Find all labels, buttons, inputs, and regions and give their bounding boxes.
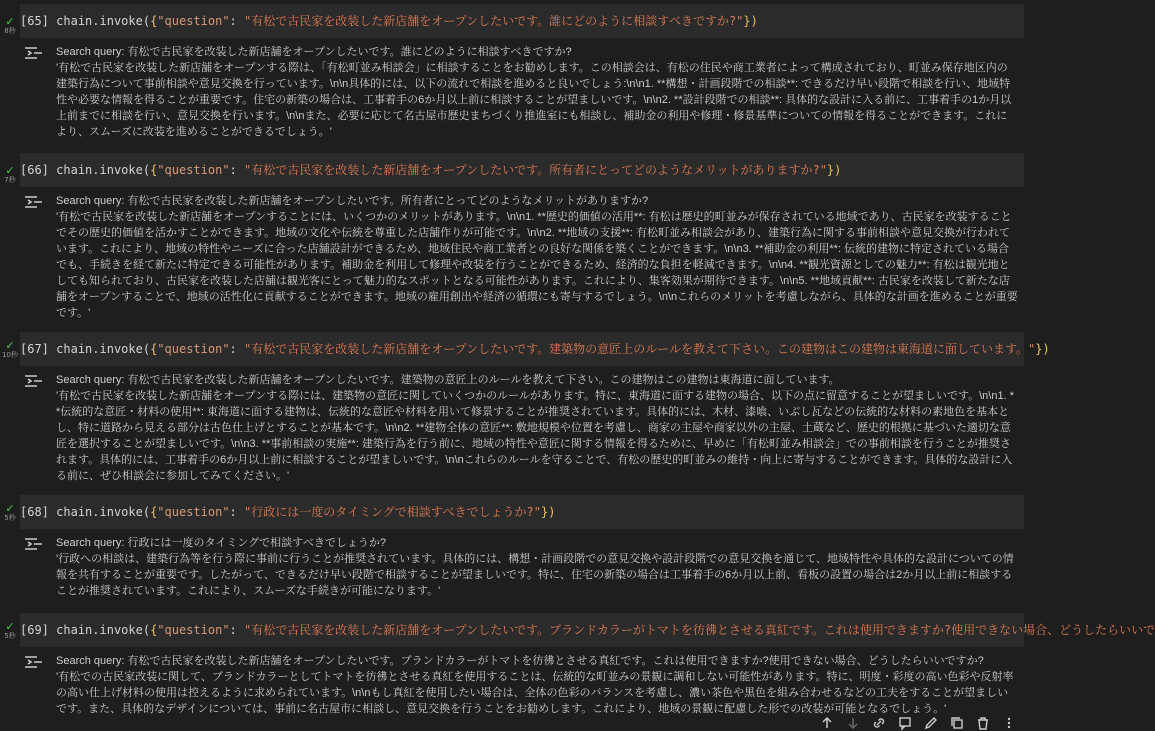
code-key: "question" <box>157 163 230 177</box>
output-toggle-icon[interactable] <box>24 655 44 669</box>
answer-text: '有松で古民家を改装した新店舗をオープンする際には、建築物の意匠に関していくつかのルールがあります。特に、東海道に面する建物の場合、以下の点に留意することが望ましいです。\n\n1. **伝統的な意匠・材料の使用**: 東海道に面する建物は、伝統的な意匠や材料を用いて修景することが推奨されています。具体的には、木材、漆喰、いぶし瓦などの伝統的な材料の素地色を基本とし、特に道路から見える部分は古色仕上げとすることが基本です。\n\n2. **建物全体の意匠**: 敷地規模や位置を考慮し、商家の主屋や商家以外の主屋、土蔵など、歴史的根拠に基づいた適切な意匠を選択することが望ましいです。\n\n3. **事前相談の実施**: 建築行為を行う前に、地域の特性や意匠に関する情報を得るために、早めに「有松町並み相談会」での事前相談を行うことが推奨されます。具体的には、工事着手の6か月以上前に相談することが望ましいです。\n\nこれらのルールを守ることで、有松の歴史的町並みの維持・向上に寄与することができます。具体的な設計に入る前に、ぜひ相談会に参加してみてください。' <box>56 390 1014 482</box>
cell-status <box>0 16 20 35</box>
code-colon: : <box>229 623 244 637</box>
check-icon: ✓ <box>5 15 15 28</box>
cell-output <box>56 653 1018 717</box>
exec-time: 5秒 <box>4 632 16 640</box>
code-string: "有松で古民家を改装した新店舗をオープンしたいです。所有者にとってどのようなメリットがありますか?" <box>244 163 827 177</box>
output-toggle-icon[interactable] <box>24 537 44 551</box>
answer-text: '有松で古民家を改装した新店舗をオープンすることには、いくつかのメリットがあります。\n\n1. **歴史的価値の活用**: 有松は歴史的町並みが保存されている地域であり、古民家を改装することでその歴史的価値を活かすことができます。地域の文化や伝統を尊重した店舗作りが可能です。\n\n2. **地域の支援**: 有松町並み相談会があり、建築行為に関する事前相談や意見交換が行われています。これにより、地域の特性やニーズに合った店舗設計ができるため、地域住民や商工業者との良好な関係を築くことができます。\n\n3. **補助金の利用**: 伝統的建物に特定されている場合でも、手続きを経て新たに特定できる可能性があります。補助金を利用して修理や改装を行うことができるため、経済的な負担を軽減できます。\n\n4. **観光資源としての魅力**: 有松は観光地としても知られており、古民家を改装した店舗は観光客にとって魅力的なスポットとなる可能性があります。これにより、集客効果が期待できます。\n\n5. **地域貢献**: 古民家を改装して新たな店舗をオープンすることで、地域の活性化に貢献することができます。地域の雇用創出や経済の循環にも寄与するでしょう。\n\nこれらのメリットを考慮しながら、具体的な計画を進めることが重要です。' <box>56 211 1018 319</box>
cell-number: [66] <box>20 163 49 177</box>
code-colon: : <box>229 14 244 28</box>
code-func: chain.invoke( <box>56 623 151 637</box>
search-query: Search query: 有松で古民家を改装した新店舗をオープンしたいです。所有者にとってどのようなメリットがありますか? <box>56 195 649 207</box>
arrow-up-icon[interactable] <box>820 716 834 730</box>
code-key: "question" <box>157 623 230 637</box>
cell-status <box>0 165 20 184</box>
code-brace: }) <box>826 163 842 177</box>
cell-number: [69] <box>20 623 49 637</box>
output-toggle-icon[interactable] <box>24 374 44 388</box>
code-brace: { <box>150 163 158 177</box>
code-key: "question" <box>157 14 230 28</box>
more-icon[interactable] <box>1002 716 1016 730</box>
comment-icon[interactable] <box>898 716 912 730</box>
output-toggle-icon[interactable] <box>24 195 44 209</box>
code-brace: { <box>150 342 158 356</box>
search-query: Search query: 行政には一度のタイミングで相談すべきでしょうか? <box>56 537 386 549</box>
cell-output <box>56 372 1018 484</box>
code-brace: { <box>150 505 158 519</box>
answer-text: '行政への相談は、建築行為等を行う際に事前に行うことが推奨されています。具体的には、構想・計画段階での意見交換や設計段階での意見交換を通じて、地域特性や具体的な設計についての情報を共有することが重要です。したがって、できるだけ早い段階で相談することが望ましいです。特に、住宅の新築の場合は工事着手の6か月以上前、看板の設置の場合は2か月以上前に相談することが推奨されています。これにより、スムーズな手続きが可能になります。' <box>56 553 1014 597</box>
code-brace: { <box>150 623 158 637</box>
code-func: chain.invoke( <box>56 505 151 519</box>
cell-number: [67] <box>20 342 49 356</box>
code-brace: }) <box>540 505 556 519</box>
code-colon: : <box>229 505 244 519</box>
edit-icon[interactable] <box>924 716 938 730</box>
code-editor[interactable] <box>20 495 1024 529</box>
search-query: Search query: 有松で古民家を改装した新店舗をオープンしたいです。建築物の意匠上のルールを教えて下さい。この建物はこの建物は東海道に面しています。 <box>56 374 840 386</box>
code-editor[interactable] <box>20 153 1024 187</box>
output-toggle-icon[interactable] <box>24 46 44 60</box>
search-query: Search query: 有松で古民家を改装した新店舗をオープンしたいです。ブランドカラーがトマトを彷彿とさせる真紅です。これは使用できますか?使用できない場合、どうしたらいいですか? <box>56 655 984 667</box>
cell-status <box>0 621 20 640</box>
cell-number: [68] <box>20 505 49 519</box>
trash-icon[interactable] <box>976 716 990 730</box>
code-func: chain.invoke( <box>56 163 151 177</box>
cell-output <box>56 193 1018 321</box>
check-icon: ✓ <box>5 339 15 352</box>
code-string: "有松で古民家を改装した新店舗をオープンしたいです。建築物の意匠上のルールを教えて下さい。この建物はこの建物は東海道に面しています。" <box>244 342 1036 356</box>
cell-status <box>0 340 20 359</box>
code-brace: { <box>150 14 158 28</box>
code-brace: }) <box>743 14 758 28</box>
code-editor[interactable] <box>20 613 1155 647</box>
cell-status <box>0 503 20 522</box>
check-icon: ✓ <box>5 620 15 633</box>
code-func: chain.invoke( <box>56 14 151 28</box>
exec-time: 8秒 <box>4 27 16 35</box>
cell-output <box>56 535 1018 599</box>
exec-time: 7秒 <box>4 176 16 184</box>
code-func: chain.invoke( <box>56 342 151 356</box>
code-editor[interactable] <box>20 332 1050 366</box>
arrow-down-icon[interactable] <box>846 716 860 730</box>
check-icon: ✓ <box>5 164 15 177</box>
code-key: "question" <box>157 505 230 519</box>
code-string: "有松で古民家を改装した新店舗をオープンしたいです。誰にどのように相談すべきですか?" <box>244 14 744 28</box>
code-colon: : <box>229 342 244 356</box>
code-string: "有松で古民家を改装した新店舗をオープンしたいです。ブランドカラーがトマトを彷彿とさせる真紅です。これは使用できますか?使用できない場合、どうしたらいいで <box>244 623 1155 637</box>
exec-time: 5秒 <box>4 514 16 522</box>
code-string: "行政には一度のタイミングで相談すべきでしょうか?" <box>244 505 541 519</box>
code-brace: }) <box>1035 342 1050 356</box>
search-query: Search query: 有松で古民家を改装した新店舗をオープンしたいです。誰にどのように相談すべきですか? <box>56 46 572 58</box>
answer-text: '有松での古民家改装に関して、ブランドカラーとしてトマトを彷彿とさせる真紅を使用することは、伝統的な町並みの景観に調和しない可能性があります。特に、明度・彩度の高い色彩や反射率の高い仕上げ材料の使用は控えるように求められています。\n\nもし真紅を使用したい場合は、全体の色彩のバランスを考慮し、濃い茶色や黒色を組み合わせるなどの工夫をすることが望ましいです。また、具体的なデザインについては、事前に名古屋市に相談し、意見交換を行うことをお勧めします。これにより、地域の景観に配慮した形での改装が可能となるでしょう。' <box>56 671 1014 715</box>
code-key: "question" <box>157 342 230 356</box>
cell-toolbar <box>820 715 1016 731</box>
cell-number: [65] <box>20 14 49 28</box>
cell-output <box>56 44 1018 140</box>
code-editor[interactable] <box>20 4 1024 38</box>
exec-time: 10秒 <box>2 351 18 359</box>
answer-text: '有松で古民家を改装した新店舗をオープンする際は、「有松町並み相談会」に相談することをお勧めします。この相談会は、有松の住民や商工業者によって構成されており、町並み保存地区内の建築行為について事前相談や意見交換を行っています。\n\n具体的には、以下の流れで相談を進めると良いでしょう:\n\n1. **構想・計画段階での相談**: できるだけ早い段階で相談を行い、地域特性や必要な情報を得ることが重要です。住宅の新築の場合は、工事着手の6か月以上前に相談することが望ましいです。\n\n2. **設計段階での相談**: 具体的な設計に入る前に、工事着手の1か月以上前までに相談を行い、意見交換を行います。\n\nまた、必要に応じて名古屋市歴史まちづくり推進室にも相談し、補助金の利用や修理・修景基準についての情報を得ることができます。これにより、スムーズに改装を進めることができるでしょう。' <box>56 62 1012 138</box>
link-icon[interactable] <box>872 716 886 730</box>
check-icon: ✓ <box>5 502 15 515</box>
copy-icon[interactable] <box>950 716 964 730</box>
code-colon: : <box>229 163 244 177</box>
